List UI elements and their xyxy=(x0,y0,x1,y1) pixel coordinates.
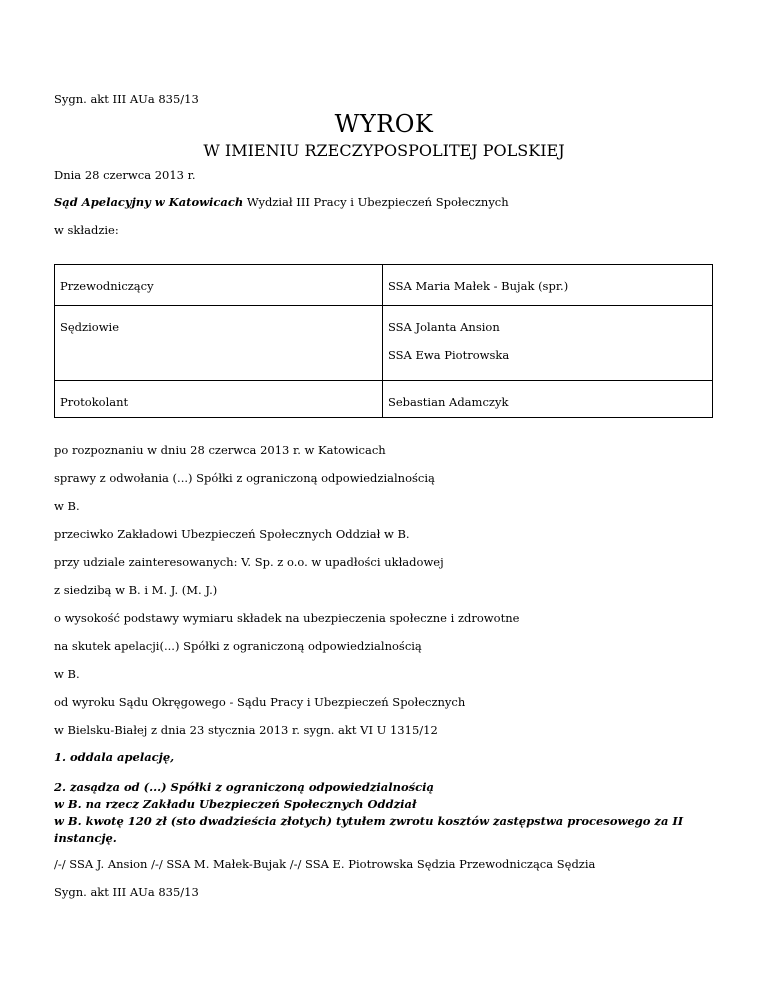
court-division: Wydział III Pracy i Ubezpieczeń Społecznych xyxy=(243,195,509,209)
body-line: w B. xyxy=(54,667,80,681)
body-line: w B. xyxy=(54,499,80,513)
presiding-label: Przewodniczący xyxy=(60,279,154,293)
verdict-point-1: 1. oddala apelację, xyxy=(54,750,175,764)
document-title: WYROK xyxy=(334,110,434,138)
presiding-row xyxy=(55,265,713,306)
judge-name-1: SSA Jolanta Ansion xyxy=(388,320,500,334)
verdict-point-2-line-1: 2. zasądza od (...) Spółki z ograniczoną odpowiedzialnością xyxy=(54,780,434,794)
case-reference-top: Sygn. akt III AUa 835/13 xyxy=(54,92,199,106)
body-line: w Bielsku-Białej z dnia 23 stycznia 2013 r. sygn. akt VI U 1315/12 xyxy=(54,723,438,737)
judges-row xyxy=(55,306,713,381)
body-line: sprawy z odwołania (...) Spółki z ograniczoną odpowiedzialnością xyxy=(54,471,435,485)
clerk-name: Sebastian Adamczyk xyxy=(388,395,509,409)
body-line: po rozpoznaniu w dniu 28 czerwca 2013 r. w Katowicach xyxy=(54,443,386,457)
signatures-line: /-/ SSA J. Ansion /-/ SSA M. Małek-Bujak /-/ SSA E. Piotrowska Sędzia Przewodnicząca Sędzia xyxy=(54,857,596,871)
court-line xyxy=(54,195,509,209)
judge-name-2: SSA Ewa Piotrowska xyxy=(388,348,510,362)
body-line: o wysokość podstawy wymiaru składek na ubezpieczenia społeczne i zdrowotne xyxy=(54,611,520,625)
body-line: z siedzibą w B. i M. J. (M. J.) xyxy=(54,583,218,597)
document-subtitle: W IMIENIU RZECZYPOSPOLITEJ POLSKIEJ xyxy=(203,141,565,160)
verdict-point-2-line-4: instancję. xyxy=(54,831,117,845)
composition-label: w składzie: xyxy=(54,223,119,237)
clerk-label: Protokolant xyxy=(60,395,129,409)
case-reference-bottom: Sygn. akt III AUa 835/13 xyxy=(54,885,199,899)
court-name: Sąd Apelacyjny w Katowicach xyxy=(54,195,244,209)
judges-label: Sędziowie xyxy=(60,320,120,334)
body-line: przy udziale zainteresowanych: V. Sp. z o.o. w upadłości układowej xyxy=(54,555,444,569)
presiding-name: SSA Maria Małek - Bujak (spr.) xyxy=(388,279,569,293)
body-line: od wyroku Sądu Okręgowego - Sądu Pracy i Ubezpieczeń Społecznych xyxy=(54,695,466,709)
date-line: Dnia 28 czerwca 2013 r. xyxy=(54,168,196,182)
verdict-point-2-line-2: w B. na rzecz Zakładu Ubezpieczeń Społecznych Oddział xyxy=(54,797,417,811)
panel-table xyxy=(54,264,713,418)
body-line: przeciwko Zakładowi Ubezpieczeń Społecznych Oddział w B. xyxy=(54,527,410,541)
verdict-point-2-line-3: w B. kwotę 120 zł (sto dwadzieścia złotych) tytułem zwrotu kosztów zastępstwa procesowego za II xyxy=(54,814,684,828)
body-line: na skutek apelacji(...) Spółki z ograniczoną odpowiedzialnością xyxy=(54,639,422,653)
clerk-row xyxy=(55,381,713,418)
